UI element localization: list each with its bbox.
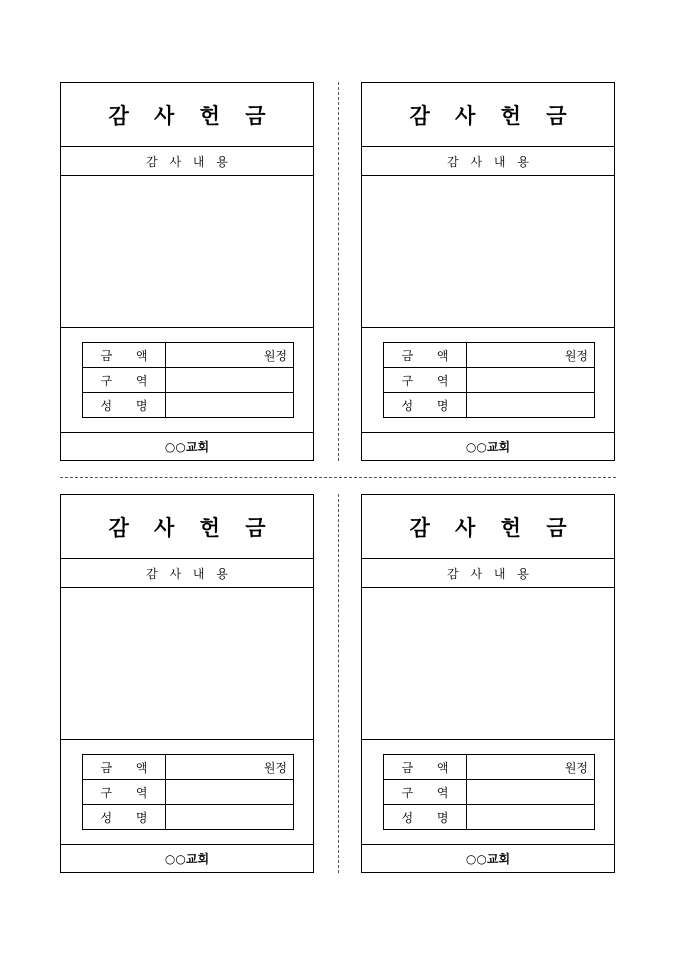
offering-card-3 [60, 494, 314, 873]
field-label-name: 성 명 [384, 805, 467, 830]
offering-card-2 [361, 82, 615, 461]
field-value-district[interactable] [467, 368, 595, 393]
field-label-amount: 금 액 [384, 343, 467, 368]
content-area[interactable] [61, 588, 313, 740]
field-label-name: 성 명 [83, 393, 166, 418]
field-label-district: 구 역 [384, 368, 467, 393]
table-row [384, 780, 595, 805]
card-subtitle: 감 사 내 용 [61, 147, 313, 176]
field-value-name[interactable] [166, 393, 294, 418]
card-title: 감 사 헌 금 [362, 83, 614, 147]
table-row [384, 805, 595, 830]
card-subtitle: 감 사 내 용 [61, 559, 313, 588]
field-value-amount[interactable]: 원정 [166, 755, 294, 780]
field-label-district: 구 역 [384, 780, 467, 805]
field-label-district: 구 역 [83, 368, 166, 393]
card-subtitle: 감 사 내 용 [362, 559, 614, 588]
table-row [384, 343, 595, 368]
content-area[interactable] [61, 176, 313, 328]
church-name: ○○교회 [61, 844, 313, 872]
field-value-name[interactable] [467, 805, 595, 830]
table-row [83, 755, 294, 780]
field-value-amount[interactable]: 원정 [467, 343, 595, 368]
field-label-amount: 금 액 [384, 755, 467, 780]
content-area[interactable] [362, 176, 614, 328]
field-label-name: 성 명 [83, 805, 166, 830]
card-subtitle: 감 사 내 용 [362, 147, 614, 176]
field-value-amount[interactable]: 원정 [467, 755, 595, 780]
info-table [82, 754, 294, 830]
table-row [83, 343, 294, 368]
table-row [384, 368, 595, 393]
info-table [383, 342, 595, 418]
field-value-district[interactable] [166, 780, 294, 805]
card-title: 감 사 헌 금 [362, 495, 614, 559]
field-value-amount[interactable]: 원정 [166, 343, 294, 368]
table-row [83, 805, 294, 830]
content-area[interactable] [362, 588, 614, 740]
church-name: ○○교회 [362, 432, 614, 460]
info-table [383, 754, 595, 830]
card-title: 감 사 헌 금 [61, 495, 313, 559]
field-label-name: 성 명 [384, 393, 467, 418]
cut-line-vertical-top [338, 82, 339, 461]
cut-line-vertical-bottom [338, 494, 339, 873]
field-value-name[interactable] [467, 393, 595, 418]
field-value-name[interactable] [166, 805, 294, 830]
field-label-amount: 금 액 [83, 343, 166, 368]
field-label-district: 구 역 [83, 780, 166, 805]
cut-line-horizontal [60, 477, 616, 478]
table-row [384, 755, 595, 780]
church-name: ○○교회 [61, 432, 313, 460]
table-row [83, 368, 294, 393]
field-label-amount: 금 액 [83, 755, 166, 780]
offering-card-4 [361, 494, 615, 873]
info-table [82, 342, 294, 418]
card-title: 감 사 헌 금 [61, 83, 313, 147]
table-row [83, 780, 294, 805]
field-value-district[interactable] [467, 780, 595, 805]
field-value-district[interactable] [166, 368, 294, 393]
table-row [384, 393, 595, 418]
church-name: ○○교회 [362, 844, 614, 872]
table-row [83, 393, 294, 418]
offering-card-1 [60, 82, 314, 461]
